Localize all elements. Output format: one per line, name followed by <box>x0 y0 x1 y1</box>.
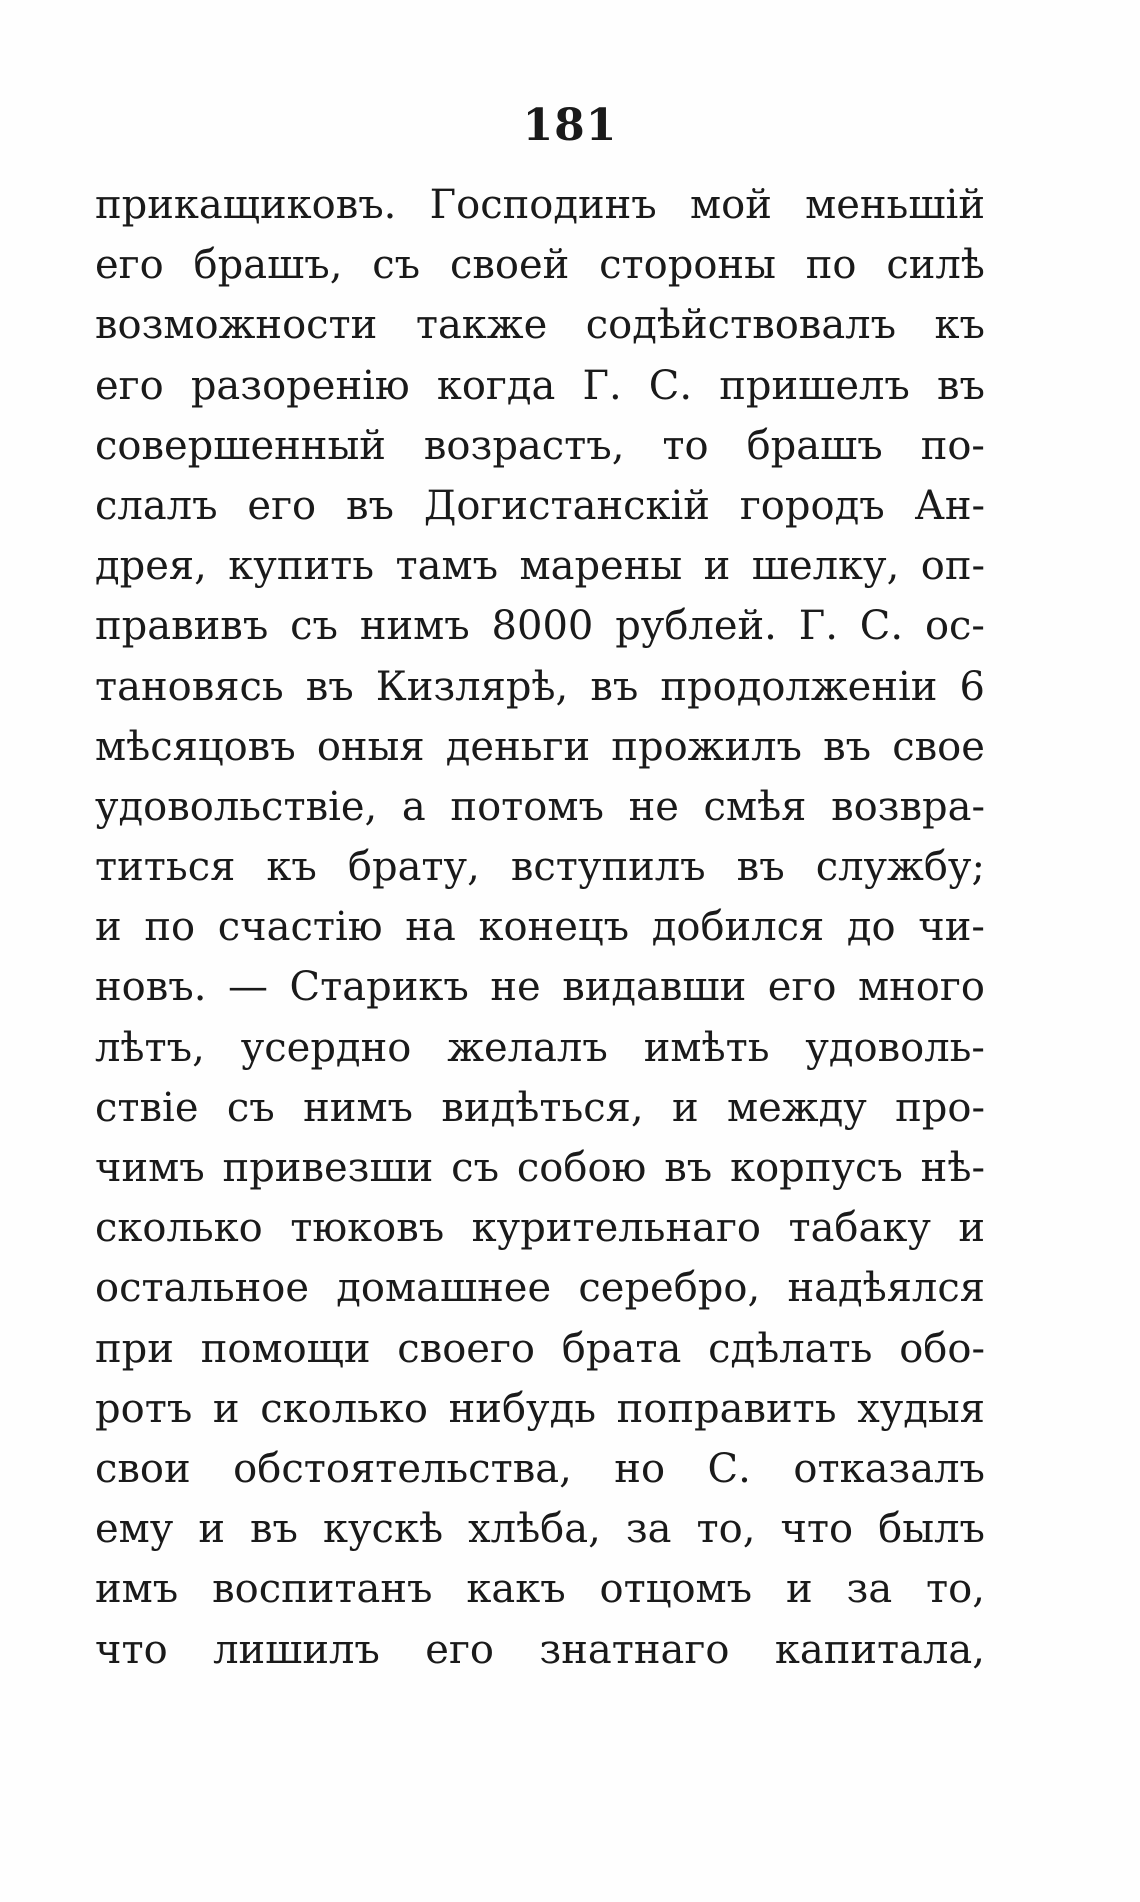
word: Г. <box>798 603 838 650</box>
word: собою <box>516 1145 647 1191</box>
word: — <box>227 964 268 1011</box>
word: вступилъ <box>510 844 706 891</box>
word: рублей. <box>615 603 777 650</box>
word: конецъ <box>478 904 630 951</box>
body-text <box>95 175 985 1680</box>
word: Господинъ <box>429 182 657 228</box>
text-line <box>95 657 985 717</box>
word: силѣ <box>886 242 985 289</box>
word: при <box>95 1325 174 1372</box>
word: кускѣ <box>323 1506 444 1553</box>
word: что <box>95 1626 168 1673</box>
word: имъ <box>95 1566 179 1613</box>
word: въ <box>936 362 985 409</box>
word: его <box>247 482 317 529</box>
word: чи- <box>918 904 985 951</box>
word: и <box>212 1385 240 1432</box>
word: когда <box>436 362 556 409</box>
word: что <box>780 1506 854 1553</box>
word: знатнаго <box>539 1626 730 1673</box>
text-line <box>95 235 985 295</box>
word: титься <box>95 844 236 891</box>
word: нимъ <box>359 603 470 650</box>
word: его <box>425 1626 494 1673</box>
word: мой <box>690 182 772 228</box>
word: къ <box>266 844 317 891</box>
text-line <box>95 1138 985 1198</box>
word: ос- <box>924 603 985 650</box>
word: хлѣба, <box>468 1506 601 1553</box>
word: про- <box>895 1084 985 1131</box>
word: добился <box>651 904 825 951</box>
word: тюковъ <box>290 1205 445 1252</box>
word: къ <box>934 302 985 349</box>
word: чимъ <box>95 1145 205 1191</box>
word: до <box>846 904 896 951</box>
word: брата <box>561 1325 682 1372</box>
text-line <box>95 356 985 416</box>
word: въ <box>736 844 785 891</box>
text-line <box>95 1078 985 1138</box>
text-line <box>95 295 985 355</box>
word: дрея, <box>95 543 207 590</box>
text-line <box>95 476 985 536</box>
word: какъ <box>466 1566 566 1613</box>
word: привезши <box>222 1145 434 1191</box>
text-line <box>95 1198 985 1258</box>
word: то <box>662 422 709 469</box>
word: продолженіи <box>660 663 938 710</box>
word: корпусъ <box>730 1145 903 1191</box>
word: удовольствіе, <box>95 783 378 830</box>
word: Старикъ <box>289 964 469 1011</box>
word: оныя <box>316 723 425 770</box>
text-line <box>95 1379 985 1439</box>
word: съ <box>451 1145 500 1191</box>
word: сдѣлать <box>708 1325 873 1372</box>
text-line <box>95 777 985 837</box>
word: и <box>671 1084 699 1131</box>
word: городъ <box>739 482 885 529</box>
word: ему <box>95 1506 174 1553</box>
text-line <box>95 1439 985 1499</box>
word: усердно <box>240 1024 412 1071</box>
word: а <box>401 783 426 830</box>
word: С. <box>859 603 904 650</box>
word: въ <box>305 663 354 710</box>
word: мѣсяцовъ <box>95 723 296 770</box>
word: разоренію <box>190 362 410 409</box>
text-line <box>95 536 985 596</box>
word: въ <box>250 1506 298 1553</box>
text-line <box>95 1319 985 1379</box>
word: домашнее <box>336 1265 552 1312</box>
word: желалъ <box>447 1024 608 1071</box>
word: въ <box>590 663 639 710</box>
word: стороны <box>599 242 776 289</box>
word: много <box>858 964 985 1011</box>
text-line <box>95 1499 985 1559</box>
word: нѣ- <box>920 1145 985 1191</box>
word: по- <box>920 422 985 469</box>
word: видѣться, <box>441 1084 644 1131</box>
word: и <box>198 1506 226 1553</box>
word: прикащиковъ. <box>95 182 397 228</box>
word: счастію <box>217 904 383 951</box>
word: съ <box>290 603 338 650</box>
word: свои <box>95 1445 191 1492</box>
word: Г. <box>582 362 622 409</box>
text-line <box>95 897 985 957</box>
text-line <box>95 416 985 476</box>
word: надѣялся <box>787 1265 985 1312</box>
word: имѣть <box>643 1024 770 1071</box>
word: отцомъ <box>599 1566 753 1613</box>
word: табаку <box>788 1205 931 1252</box>
word: и <box>958 1205 985 1252</box>
word: и <box>785 1566 813 1613</box>
word: его <box>95 362 164 409</box>
word: но <box>614 1445 666 1492</box>
word: Ан- <box>914 482 985 529</box>
word: былъ <box>878 1506 985 1553</box>
word: тановясь <box>95 663 284 710</box>
word: въ <box>823 723 872 770</box>
word: С. <box>648 362 693 409</box>
word: пришелъ <box>719 362 910 409</box>
word: ротъ <box>95 1385 193 1432</box>
word: 6 <box>959 663 985 710</box>
text-line <box>95 957 985 1017</box>
word: тамъ <box>395 543 499 590</box>
word: содѣйствовалъ <box>585 302 897 349</box>
word: меньшій <box>805 182 985 228</box>
word: то, <box>696 1506 756 1553</box>
word: на <box>405 904 456 951</box>
word: возрастъ, <box>423 422 625 469</box>
word: возможности <box>95 302 378 349</box>
word: обо- <box>899 1325 985 1372</box>
text-line <box>95 1559 985 1619</box>
page-number: 181 <box>522 100 618 151</box>
word: Кизлярѣ, <box>375 663 569 710</box>
word: за <box>846 1566 893 1613</box>
word: слалъ <box>95 482 218 529</box>
word: также <box>415 302 548 349</box>
word: капитала, <box>774 1626 985 1673</box>
word: въ <box>346 482 394 529</box>
word: нимъ <box>303 1084 414 1131</box>
word: и <box>703 543 731 590</box>
word: шелку, <box>751 543 900 590</box>
word: по <box>144 904 196 951</box>
word: его <box>767 964 837 1011</box>
text-line <box>95 717 985 777</box>
word: возвра- <box>831 783 985 830</box>
word: деньги <box>445 723 591 770</box>
text-line <box>95 1258 985 1318</box>
word: его <box>95 242 164 289</box>
word: серебро, <box>578 1265 761 1312</box>
word: службу; <box>815 844 985 891</box>
word: 8000 <box>491 603 594 650</box>
word: за <box>625 1506 672 1553</box>
word: съ <box>372 242 421 289</box>
word: сколько <box>260 1385 428 1432</box>
word: прожилъ <box>611 723 802 770</box>
word: не <box>628 783 679 830</box>
text-line <box>95 1620 985 1680</box>
word: Догистанскій <box>423 482 710 529</box>
word: лѣтъ, <box>95 1024 205 1071</box>
word: съ <box>226 1084 275 1131</box>
word: остальное <box>95 1265 310 1312</box>
word: правивъ <box>95 603 269 650</box>
word: С. <box>707 1445 751 1492</box>
word: худыя <box>857 1385 985 1432</box>
word: брашъ <box>746 422 883 469</box>
word: брату, <box>347 844 480 891</box>
word: брашъ, <box>193 242 343 289</box>
word: удоволь- <box>805 1024 985 1071</box>
word: новъ. <box>95 964 207 1011</box>
word: потомъ <box>450 783 604 830</box>
word: совершенный <box>95 422 386 469</box>
word: своего <box>397 1325 536 1372</box>
word: не <box>490 964 541 1011</box>
word: въ <box>664 1145 713 1191</box>
word: оп- <box>920 543 985 590</box>
word: то, <box>926 1566 985 1613</box>
text-line <box>95 1018 985 1078</box>
word: помощи <box>200 1325 371 1372</box>
word: своей <box>449 242 570 289</box>
word: нибудь <box>448 1385 596 1432</box>
word: обстоятельства, <box>233 1445 572 1492</box>
word: курительнаго <box>471 1205 761 1252</box>
text-line <box>95 175 985 235</box>
word: между <box>727 1084 867 1131</box>
word: по <box>805 242 857 289</box>
word: лишилъ <box>213 1626 380 1673</box>
word: марены <box>519 543 683 590</box>
word: смѣя <box>703 783 807 830</box>
word: ствіе <box>95 1084 199 1131</box>
word: отказалъ <box>793 1445 985 1492</box>
word: и <box>95 904 122 951</box>
word: свое <box>892 723 985 770</box>
word: поправить <box>616 1385 837 1432</box>
text-line <box>95 596 985 656</box>
word: воспитанъ <box>212 1566 433 1613</box>
word: сколько <box>95 1205 263 1252</box>
word: купить <box>228 543 375 590</box>
text-line <box>95 837 985 897</box>
word: видавши <box>562 964 747 1011</box>
